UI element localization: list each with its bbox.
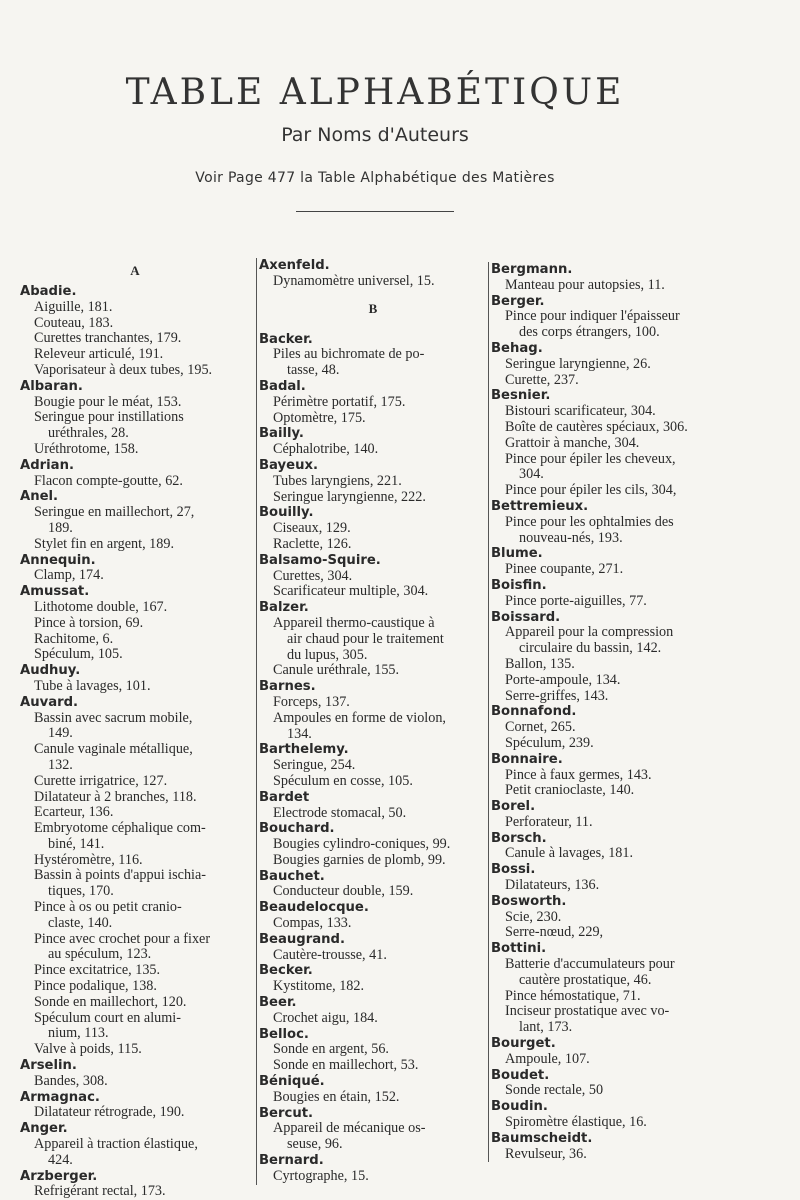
author-name: Balzer. bbox=[259, 600, 309, 616]
author-name: Besnier. bbox=[491, 388, 551, 404]
entry-continuation: 304. bbox=[519, 466, 544, 483]
author-name: Bonnaire. bbox=[491, 751, 563, 767]
author-name: Behag. bbox=[491, 340, 543, 356]
entry-continuation: 424. bbox=[48, 1151, 73, 1168]
author-name: Bossi. bbox=[491, 862, 536, 878]
author-name: Blume. bbox=[491, 546, 543, 562]
author-name: Bettremieux. bbox=[491, 498, 589, 514]
author-name: Bayeux. bbox=[259, 457, 318, 473]
instrument-entry: Cornet, 265. bbox=[505, 719, 576, 736]
author-name: Bernard. bbox=[259, 1153, 324, 1169]
entry-continuation: 189. bbox=[48, 519, 73, 536]
instrument-entry: Curettes, 304. bbox=[273, 567, 353, 584]
index-column-2 bbox=[256, 258, 487, 1185]
instrument-entry: Scarificateur multiple, 304. bbox=[273, 583, 429, 600]
instrument-entry: Dilatateurs, 136. bbox=[505, 877, 600, 894]
entry-continuation: du lupus, 305. bbox=[287, 646, 368, 663]
instrument-entry: Crochet aigu, 184. bbox=[273, 1009, 378, 1026]
entry-continuation: biné, 141. bbox=[48, 835, 105, 852]
instrument-entry: Boîte de cautères spéciaux, 306. bbox=[505, 418, 688, 435]
author-name: Beaugrand. bbox=[259, 931, 345, 947]
author-name: Anger. bbox=[20, 1121, 68, 1137]
author-name: Badal. bbox=[259, 378, 306, 394]
author-name: Boudin. bbox=[491, 1099, 548, 1115]
instrument-entry: Spéculum en cosse, 105. bbox=[273, 772, 413, 789]
instrument-entry: Aiguille, 181. bbox=[34, 298, 113, 315]
instrument-entry: Périmètre portatif, 175. bbox=[273, 393, 406, 410]
entry-continuation: tasse, 48. bbox=[287, 362, 340, 379]
author-name: Beaudelocque. bbox=[259, 900, 369, 916]
instrument-entry: Serre-nœud, 229, bbox=[505, 924, 604, 941]
instrument-entry: Ciseaux, 129. bbox=[273, 520, 351, 537]
instrument-entry: Petit cranioclaste, 140. bbox=[505, 782, 635, 799]
author-name: Barnes. bbox=[259, 679, 316, 695]
section-letter: A bbox=[130, 263, 140, 278]
author-name: Bosworth. bbox=[491, 893, 567, 909]
author-name: Barthelemy. bbox=[259, 742, 349, 758]
instrument-entry: Bougie pour le méat, 153. bbox=[34, 393, 182, 410]
author-name: Balsamo-Squire. bbox=[259, 552, 381, 568]
instrument-entry: Raclette, 126. bbox=[273, 535, 352, 552]
instrument-entry: Lithotome double, 167. bbox=[34, 598, 168, 615]
instrument-entry: Pince pour les ophtalmies des nouveau-nés, 193. bbox=[491, 515, 723, 547]
instrument-entry: Serre-griffes, 143. bbox=[505, 687, 609, 704]
instrument-entry: Bandes, 308. bbox=[34, 1072, 108, 1089]
instrument-entry: Dynamomètre universel, 15. bbox=[273, 272, 435, 289]
entry-continuation: au spéculum, 123. bbox=[48, 946, 152, 963]
instrument-entry: Ecarteur, 136. bbox=[34, 804, 114, 821]
instrument-entry: Inciseur prostatique avec vo- lant, 173. bbox=[491, 1004, 723, 1036]
author-name: Backer. bbox=[259, 331, 313, 347]
instrument-entry: Conducteur double, 159. bbox=[273, 883, 414, 900]
instrument-entry: Bistouri scarificateur, 304. bbox=[505, 403, 656, 420]
author-name: Béniqué. bbox=[259, 1074, 325, 1090]
instrument-entry: Grattoir à manche, 304. bbox=[505, 434, 640, 451]
instrument-entry: Pince excitatrice, 135. bbox=[34, 962, 161, 979]
instrument-entry: Vaporisateur à deux tubes, 195. bbox=[34, 361, 213, 378]
instrument-entry: Revulseur, 36. bbox=[505, 1145, 587, 1162]
instrument-entry: Manteau pour autopsies, 11. bbox=[505, 276, 665, 293]
entry-continuation: circulaire du bassin, 142. bbox=[519, 640, 662, 657]
instrument-entry: Optomètre, 175. bbox=[273, 409, 366, 426]
instrument-entry: Ballon, 135. bbox=[505, 655, 575, 672]
instrument-entry: Sonde rectale, 50 bbox=[505, 1082, 604, 1099]
instrument-entry: Electrode stomacal, 50. bbox=[273, 804, 407, 821]
instrument-entry: Appareil thermo-caustique à air chaud pour le traitement du lupus, 305. bbox=[259, 616, 487, 663]
instrument-entry: Refrigérant rectal, 173. bbox=[34, 1183, 166, 1200]
author-name: Boisfin. bbox=[491, 577, 547, 593]
author-name: Bailly. bbox=[259, 426, 304, 442]
instrument-entry: Flacon compte-goutte, 62. bbox=[34, 472, 183, 489]
author-name: Annequin. bbox=[20, 552, 96, 568]
author-name: Amussat. bbox=[20, 584, 90, 600]
index-column-1 bbox=[20, 258, 250, 1200]
instrument-entry: Seringue pour instillations uréthrales, 28. bbox=[20, 410, 250, 442]
instrument-entry: Seringue laryngienne, 26. bbox=[505, 355, 651, 372]
instrument-entry: Pince pour indiquer l'épaisseur des corps étrangers, 100. bbox=[491, 309, 723, 341]
author-name: Bottini. bbox=[491, 941, 547, 957]
instrument-entry: Spiromètre élastique, 16. bbox=[505, 1114, 647, 1131]
instrument-entry: Batterie d'accumulateurs pour cautère prostatique, 46. bbox=[491, 957, 723, 989]
instrument-entry: Valve à poids, 115. bbox=[34, 1041, 142, 1058]
entry-continuation: 134. bbox=[287, 725, 312, 742]
entry-continuation: claste, 140. bbox=[48, 914, 113, 931]
entry-continuation: uréthrales, 28. bbox=[48, 425, 129, 442]
instrument-entry: Céphalotribe, 140. bbox=[273, 441, 379, 458]
instrument-entry: Sonde en maillechort, 53. bbox=[273, 1057, 419, 1074]
instrument-entry: Spéculum court en alumi- nium, 113. bbox=[20, 1011, 250, 1043]
author-name: Becker. bbox=[259, 963, 313, 979]
instrument-entry: Releveur articulé, 191. bbox=[34, 346, 164, 363]
instrument-entry: Forceps, 137. bbox=[273, 693, 350, 710]
author-name: Axenfeld. bbox=[259, 258, 330, 273]
author-name: Beer. bbox=[259, 995, 297, 1011]
instrument-entry: Canule vaginale métallique, 132. bbox=[20, 742, 250, 774]
author-name: Arzberger. bbox=[20, 1168, 98, 1184]
entry-continuation: 149. bbox=[48, 725, 73, 742]
instrument-entry: Curette, 237. bbox=[505, 371, 579, 388]
instrument-entry: Pince porte-aiguilles, 77. bbox=[505, 592, 647, 609]
author-name: Audhuy. bbox=[20, 663, 81, 679]
instrument-entry: Couteau, 183. bbox=[34, 314, 114, 331]
author-name: Boudet. bbox=[491, 1067, 550, 1083]
author-name: Auvard. bbox=[20, 694, 79, 710]
author-name: Borel. bbox=[491, 799, 536, 815]
entry-continuation: cautère prostatique, 46. bbox=[519, 971, 652, 988]
instrument-entry: Pince à faux germes, 143. bbox=[505, 766, 652, 783]
author-name: Bouilly. bbox=[259, 505, 314, 521]
index-column-3 bbox=[488, 262, 723, 1162]
instrument-entry: Piles au bichromate de po- tasse, 48. bbox=[259, 347, 487, 379]
instrument-entry: Stylet fin en argent, 189. bbox=[34, 535, 175, 552]
instrument-entry: Seringue laryngienne, 222. bbox=[273, 488, 426, 505]
instrument-entry: Pince pour épiler les cils, 304, bbox=[505, 482, 677, 499]
page-subtitle: Par Noms d'Auteurs bbox=[281, 124, 469, 146]
page-note: Voir Page 477 la Table Alphabétique des Matières bbox=[195, 170, 555, 186]
title-divider bbox=[296, 211, 454, 212]
instrument-entry: Appareil de mécanique os- seuse, 96. bbox=[259, 1121, 487, 1153]
instrument-entry: Pince pour épiler les cheveux, 304. bbox=[491, 452, 723, 484]
instrument-entry: Ampoule, 107. bbox=[505, 1050, 590, 1067]
page-title: TABLE ALPHABÉTIQUE bbox=[125, 72, 625, 113]
instrument-entry: Cyrtographe, 15. bbox=[273, 1167, 369, 1184]
author-name: Armagnac. bbox=[20, 1089, 100, 1105]
entry-continuation: seuse, 96. bbox=[287, 1136, 343, 1153]
instrument-entry: Bassin avec sacrum mobile, 149. bbox=[20, 711, 250, 743]
author-name: Albaran. bbox=[20, 378, 83, 394]
author-name: Bouchard. bbox=[259, 821, 335, 837]
instrument-entry: Seringue, 254. bbox=[273, 757, 356, 774]
instrument-entry: Seringue en maillechort, 27, 189. bbox=[20, 505, 250, 537]
instrument-entry: Bougies garnies de plomb, 99. bbox=[273, 851, 446, 868]
instrument-entry: Pince podalique, 138. bbox=[34, 978, 157, 995]
instrument-entry: Appareil pour la compression circulaire du bassin, 142. bbox=[491, 625, 723, 657]
instrument-entry: Canule uréthrale, 155. bbox=[273, 662, 400, 679]
instrument-entry: Sonde en maillechort, 120. bbox=[34, 993, 187, 1010]
author-name: Adrian. bbox=[20, 457, 74, 473]
instrument-entry: Porte-ampoule, 134. bbox=[505, 671, 621, 688]
instrument-entry: Sonde en argent, 56. bbox=[273, 1041, 389, 1058]
author-name: Arselin. bbox=[20, 1058, 77, 1074]
instrument-entry: Canule à lavages, 181. bbox=[505, 845, 634, 862]
author-name: Bardet bbox=[259, 789, 310, 805]
instrument-entry: Spéculum, 105. bbox=[34, 646, 123, 663]
instrument-entry: Kystitome, 182. bbox=[273, 978, 365, 995]
instrument-entry: Appareil à traction élastique, 424. bbox=[20, 1137, 250, 1169]
author-name: Bonnafond. bbox=[491, 704, 577, 720]
entry-continuation: nouveau-nés, 193. bbox=[519, 529, 623, 546]
author-name: Bergmann. bbox=[491, 262, 573, 277]
entry-continuation: air chaud pour le traitement bbox=[287, 630, 444, 647]
instrument-entry: Ampoules en forme de violon, 134. bbox=[259, 711, 487, 743]
entry-continuation: lant, 173. bbox=[519, 1019, 573, 1036]
instrument-entry: Pince hémostatique, 71. bbox=[505, 987, 641, 1004]
instrument-entry: Embryotome céphalique com- biné, 141. bbox=[20, 821, 250, 853]
instrument-entry: Uréthrotome, 158. bbox=[34, 440, 139, 457]
instrument-entry: Bougies cylindro-coniques, 99. bbox=[273, 836, 451, 853]
instrument-entry: Perforateur, 11. bbox=[505, 813, 593, 830]
entry-continuation: 132. bbox=[48, 756, 73, 773]
section-letter: B bbox=[368, 300, 378, 316]
author-name: Bercut. bbox=[259, 1105, 314, 1121]
instrument-entry: Dilatateur rétrograde, 190. bbox=[34, 1104, 185, 1121]
instrument-entry: Curette irrigatrice, 127. bbox=[34, 772, 168, 789]
instrument-entry: Bassin à points d'appui ischia- tiques, 170. bbox=[20, 868, 250, 900]
instrument-entry: Hystéromètre, 116. bbox=[34, 851, 143, 868]
instrument-entry: Spéculum, 239. bbox=[505, 734, 594, 751]
instrument-entry: Pince à os ou petit cranio- claste, 140. bbox=[20, 900, 250, 932]
entry-continuation: des corps étrangers, 100. bbox=[519, 324, 660, 341]
instrument-entry: Pince à torsion, 69. bbox=[34, 614, 144, 631]
instrument-entry: Bougies en étain, 152. bbox=[273, 1088, 400, 1105]
instrument-entry: Compas, 133. bbox=[273, 915, 352, 932]
instrument-entry: Rachitome, 6. bbox=[34, 630, 114, 647]
instrument-entry: Cautère-trousse, 41. bbox=[273, 946, 387, 963]
instrument-entry: Dilatateur à 2 branches, 118. bbox=[34, 788, 197, 805]
instrument-entry: Tube à lavages, 101. bbox=[34, 677, 151, 694]
instrument-entry: Pinee coupante, 271. bbox=[505, 561, 624, 578]
author-name: Baumscheidt. bbox=[491, 1130, 593, 1146]
author-name: Anel. bbox=[20, 489, 59, 505]
instrument-entry: Tubes laryngiens, 221. bbox=[273, 472, 402, 489]
author-name: Bauchet. bbox=[259, 868, 325, 884]
instrument-entry: Pince avec crochet pour a fixer au spéculum, 123. bbox=[20, 932, 250, 964]
instrument-entry: Curettes tranchantes, 179. bbox=[34, 330, 182, 347]
author-name: Boissard. bbox=[491, 609, 561, 625]
instrument-entry: Clamp, 174. bbox=[34, 567, 104, 584]
instrument-entry: Scie, 230. bbox=[505, 908, 562, 925]
author-name: Berger. bbox=[491, 293, 545, 309]
entry-continuation: nium, 113. bbox=[48, 1025, 109, 1042]
entry-continuation: tiques, 170. bbox=[48, 883, 114, 900]
author-name: Abadie. bbox=[20, 284, 77, 299]
author-name: Bourget. bbox=[491, 1036, 556, 1052]
author-name: Borsch. bbox=[491, 830, 547, 846]
author-name: Belloc. bbox=[259, 1026, 309, 1042]
